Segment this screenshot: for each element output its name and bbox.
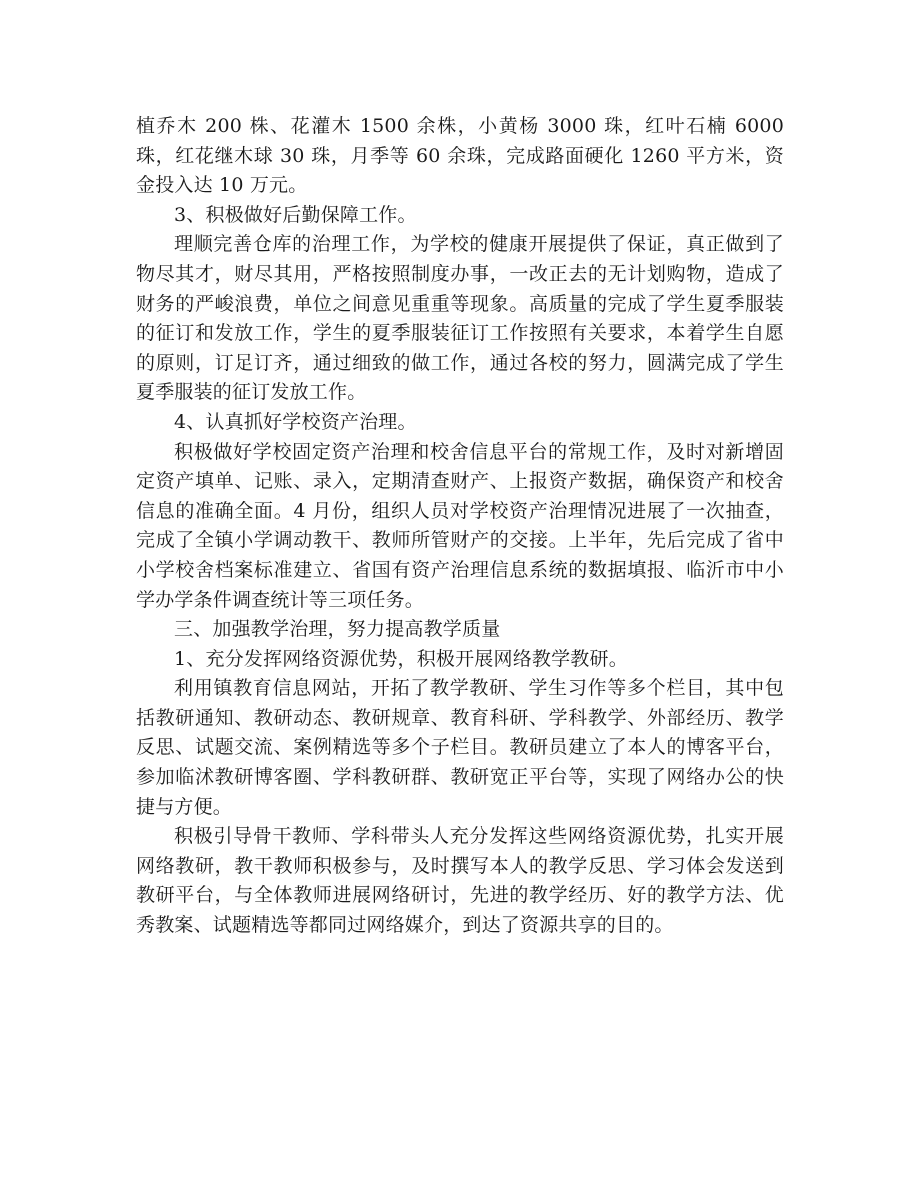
heading-network-resources: 1、充分发挥网络资源优势，积极开展网络教学教研。 [174, 647, 628, 670]
paragraph-planting-summary: 植乔木 200 株、花灌木 1500 余株，小黄杨 3000 珠，红叶石楠 6000 珠，红花继木球 30 珠，月季等 60 余珠，完成路面硬化 1260 平方米，资金投入达 10 万元。 [136, 115, 784, 197]
heading-logistics-support: 3、积极做好后勤保障工作。 [174, 203, 417, 226]
section-heading-teaching-management: 三、加强教学治理，努力提高教学质量 [174, 618, 501, 641]
paragraph-network-teaching-research: 积极引导骨干教师、学科带头人充分发挥这些网络资源优势，扎实开展网络教研，教干教师积极参与，及时撰写本人的教学反思、学习体会发送到教研平台，与全体教师进展网络研讨，先进的教学经历、好的教学方法、优秀教案、试题精选等都同过网络媒介，到达了资源共享的目的。 [136, 825, 784, 937]
paragraph-asset-management: 积极做好学校固定资产治理和校舍信息平台的常规工作，及时对新增固定资产填单、记账、录入，定期清查财产、上报资产数据，确保资产和校舍信息的准确全面。4 月份，组织人员对学校资产治理情况进展了一次抽查，完成了全镇小学调动教干、教师所管财产的交接。上半年，先后完成了省中小学校舍档案标准建立、省国有资产治理信息系统的数据填报、临沂市中小学办学条件调查统计等三项任务。 [136, 440, 784, 611]
paragraph-warehouse-management: 理顺完善仓库的治理工作，为学校的健康开展提供了保证，真正做到了物尽其才，财尽其用，严格按照制度办事，一改正去的无计划购物，造成了财务的严峻浪费，单位之间意见重重等现象。高质量的完成了学生夏季服装的征订和发放工作，学生的夏季服装征订工作按照有关要求，本着学生自愿的原则，订足订齐，通过细致的做工作，通过各校的努力，圆满完成了学生夏季服装的征订发放工作。 [136, 233, 784, 404]
heading-asset-management: 4、认真抓好学校资产治理。 [174, 410, 417, 433]
document-body [136, 112, 784, 941]
paragraph-education-website: 利用镇教育信息网站，开拓了教学教研、学生习作等多个栏目，其中包括教研通知、教研动态、教研规章、教育科研、学科教学、外部经历、教学反思、试题交流、案例精选等多个子栏目。教研员建立了本人的博客平台，参加临沭教研博客圈、学科教研群、教研宽正平台等，实现了网络办公的快捷与方便。 [136, 677, 784, 818]
